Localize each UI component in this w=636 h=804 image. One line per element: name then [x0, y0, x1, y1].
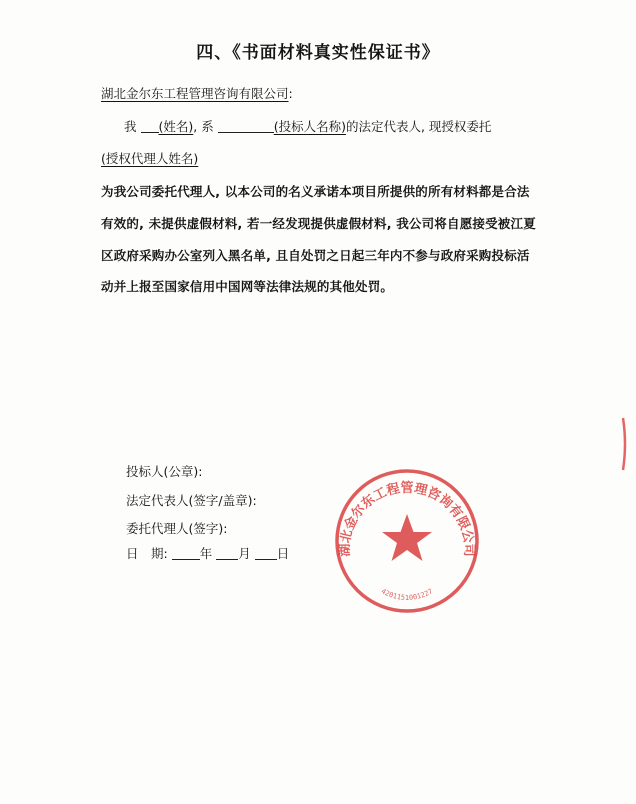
authorization-line	[124, 117, 491, 135]
star-icon	[382, 514, 432, 561]
seal-number-text	[380, 587, 434, 602]
seal-number: 4201151001227	[379, 587, 435, 602]
agent-placeholder: (授权代理人姓名)	[101, 151, 199, 166]
bidder-blank-left	[218, 120, 274, 133]
date-line	[126, 544, 289, 562]
edge-stamp-mark	[621, 416, 627, 472]
bidder-signature-label: 投标人(公章):	[126, 464, 203, 479]
company-seal	[332, 466, 482, 616]
year-blank	[172, 547, 200, 560]
recipient-line	[101, 84, 293, 102]
auth-prefix: 我	[124, 119, 137, 134]
name-blank-left	[141, 120, 159, 133]
body-line-4: 动并上报至国家信用中国网等法律法规的其他处罚。	[101, 279, 394, 294]
month-blank	[216, 547, 238, 560]
bidder-placeholder: (投标人名称)	[273, 119, 346, 134]
day-label: 日	[276, 546, 290, 561]
date-label: 日 期:	[126, 546, 168, 561]
month-label: 月	[238, 546, 251, 561]
year-label: 年	[199, 546, 213, 561]
day-blank	[255, 547, 277, 560]
name-placeholder: (姓名)	[158, 119, 194, 134]
legal-rep-signature-label: 法定代表人(签字/盖章):	[126, 493, 257, 508]
body-line-1: 为我公司委托代理人, 以本公司的名义承诺本项目所提供的所有材料都是合法	[101, 184, 530, 199]
recipient-colon: :	[288, 86, 293, 101]
agent-line	[101, 149, 198, 167]
document-title: 四、《书面材料真实性保证书》	[196, 43, 440, 63]
auth-suffix: 的法定代表人, 现授权委托	[345, 119, 492, 134]
auth-mid: , 系	[193, 119, 214, 134]
agent-signature-label: 委托代理人(签字):	[126, 521, 228, 536]
recipient-company: 湖北金尔东工程管理咨询有限公司	[101, 86, 289, 101]
body-line-3: 区政府采购办公室列入黑名单, 且自处罚之日起三年内不参与政府采购投标活	[101, 248, 530, 263]
seal-text: 湖北金尔东工程管理咨询有限公司	[337, 481, 477, 557]
body-line-2: 有效的, 未提供虚假材料, 若一经发现提供虚假材料, 我公司将自愿接受被江夏	[101, 216, 536, 231]
